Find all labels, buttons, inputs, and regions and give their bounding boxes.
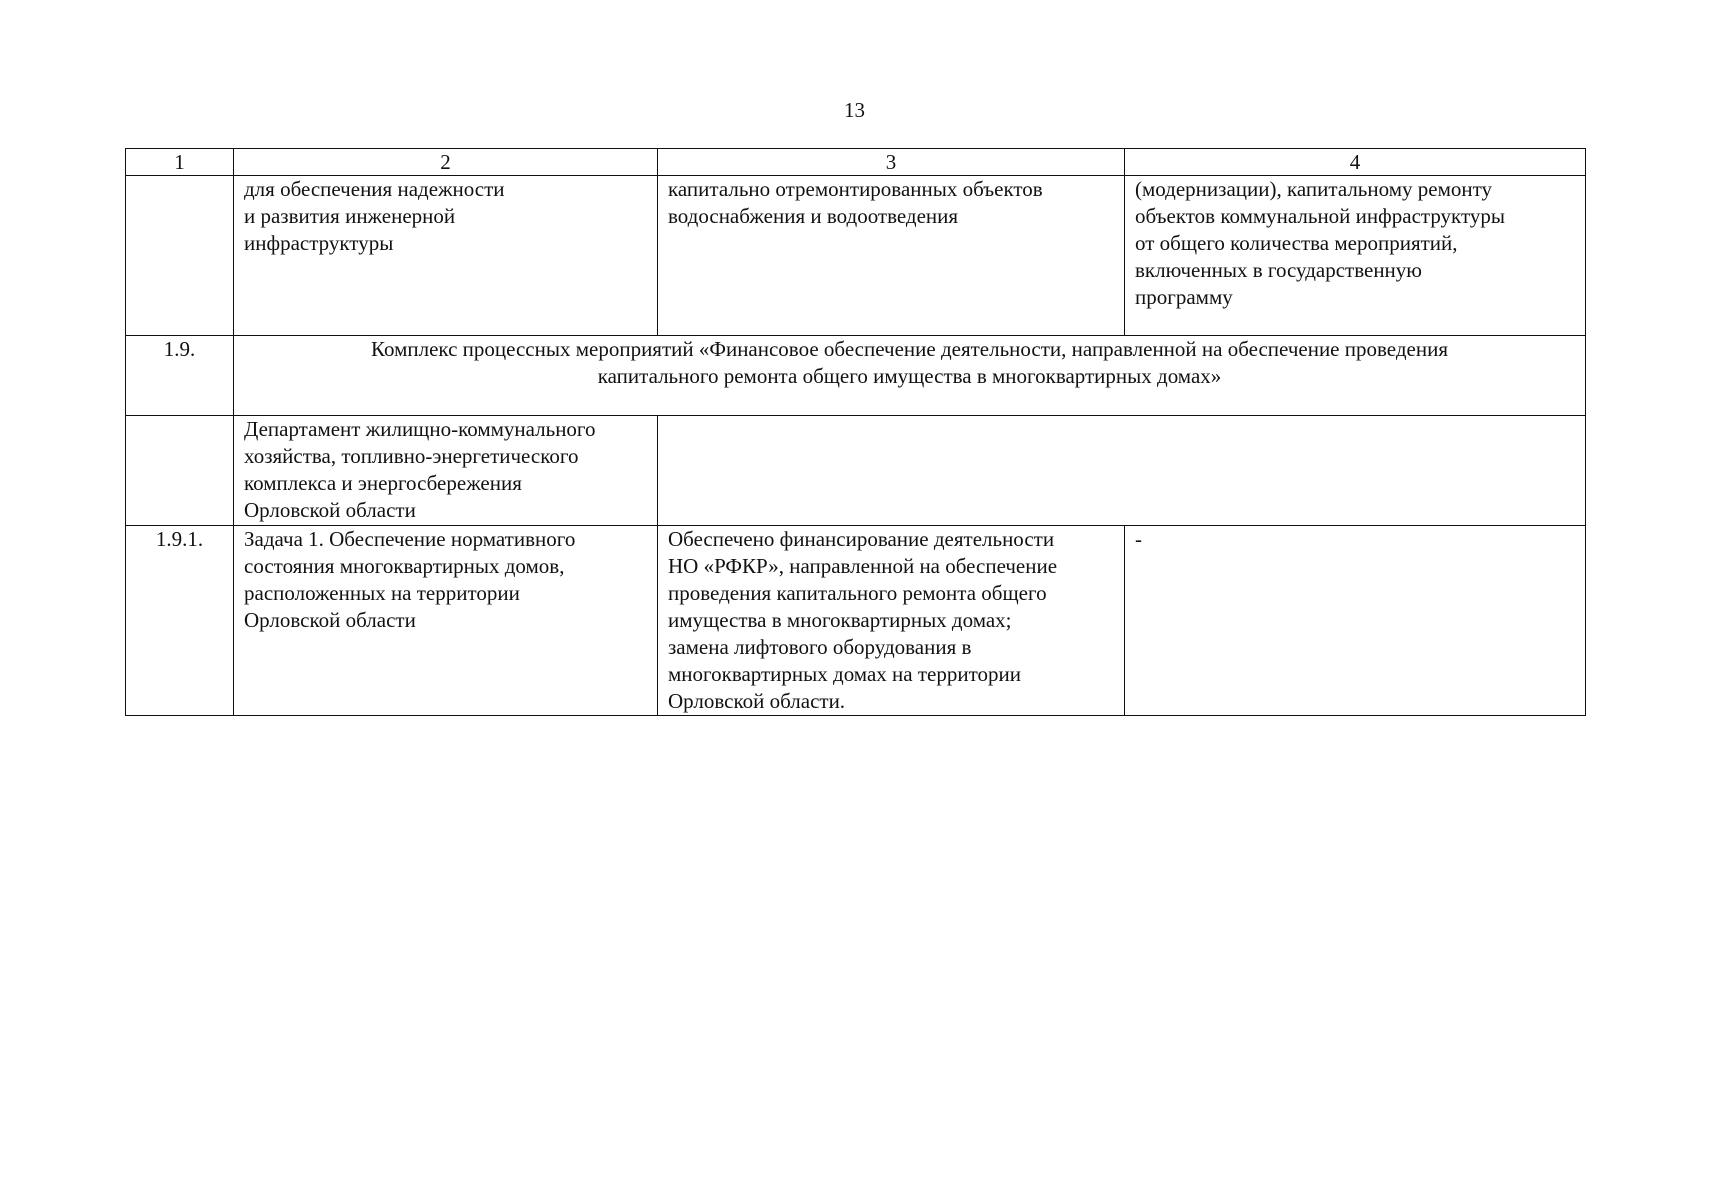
cell-text-line: капитально отремонтированных объектов (668, 177, 1043, 201)
goal-cell (234, 176, 658, 336)
cell-text-line: Орловской области (244, 498, 416, 522)
cell-text-line: НО «РФКР», направленной на обеспечение (668, 554, 1058, 578)
cell-text-line: Департамент жилищно-коммунального (244, 417, 596, 441)
result-cell (658, 176, 1125, 336)
header-col-3: 3 (658, 149, 1125, 176)
empty-span-cell (658, 416, 1586, 526)
cell-text-line: замена лифтового оборудования в (668, 635, 972, 659)
cell-text-line: водоснабжения и водоотведения (668, 204, 959, 228)
table-row (126, 176, 1586, 336)
cell-text-line: комплекса и энергосбережения (244, 471, 522, 495)
header-col-1: 1 (126, 149, 234, 176)
indicator-cell (1125, 526, 1586, 716)
cell-text-line: расположенных на территории (244, 581, 520, 605)
task-cell (234, 526, 658, 716)
result-cell (658, 526, 1125, 716)
cell-text-line: капитального ремонта общего имущества в многоквартирных домах» (597, 364, 1222, 388)
cell-text-line: для обеспечения надежности (244, 177, 505, 201)
indicator-cell (1125, 176, 1586, 336)
cell-text-line: имущества в многоквартирных домах; (668, 608, 1012, 632)
program-table (125, 148, 1586, 716)
cell-text-line: (модернизации), капитальному ремонту (1135, 177, 1493, 201)
table-row (126, 526, 1586, 716)
cell-text-line: - (1135, 527, 1142, 551)
responsible-cell (234, 416, 658, 526)
cell-text-line: и развития инженерной (244, 204, 456, 228)
cell-text-line: Комплекс процессных мероприятий «Финансовое обеспечение деятельности, направленной на обеспечение проведения (371, 337, 1448, 361)
table-row (126, 336, 1586, 416)
cell-text-line: хозяйства, топливно-энергетического (244, 444, 579, 468)
header-col-2: 2 (234, 149, 658, 176)
cell-text-line: инфраструктуры (244, 231, 394, 255)
row-number-cell: 1.9. (126, 336, 234, 416)
row-number-cell (126, 176, 234, 336)
table-header-row (126, 149, 1586, 176)
header-col-4: 4 (1125, 149, 1586, 176)
cell-text-line: Задача 1. Обеспечение нормативного (244, 527, 576, 551)
cell-text-line: Обеспечено финансирование деятельности (668, 527, 1055, 551)
cell-text-line: объектов коммунальной инфраструктуры (1135, 204, 1505, 228)
row-number-cell (126, 416, 234, 526)
cell-text-line: включенных в государственную (1135, 258, 1422, 282)
cell-text-line: от общего количества мероприятий, (1135, 231, 1458, 255)
table-row (126, 416, 1586, 526)
cell-text-line: состояния многоквартирных домов, (244, 554, 565, 578)
page-number: 13 (844, 98, 865, 122)
cell-text-line: многоквартирных домах на территории (668, 662, 1021, 686)
row-number-cell: 1.9.1. (126, 526, 234, 716)
cell-text-line: Орловской области. (668, 689, 846, 713)
cell-text-line: программу (1135, 285, 1233, 309)
section-title-cell (234, 336, 1586, 416)
cell-text-line: проведения капитального ремонта общего (668, 581, 1047, 605)
cell-text-line: Орловской области (244, 608, 416, 632)
